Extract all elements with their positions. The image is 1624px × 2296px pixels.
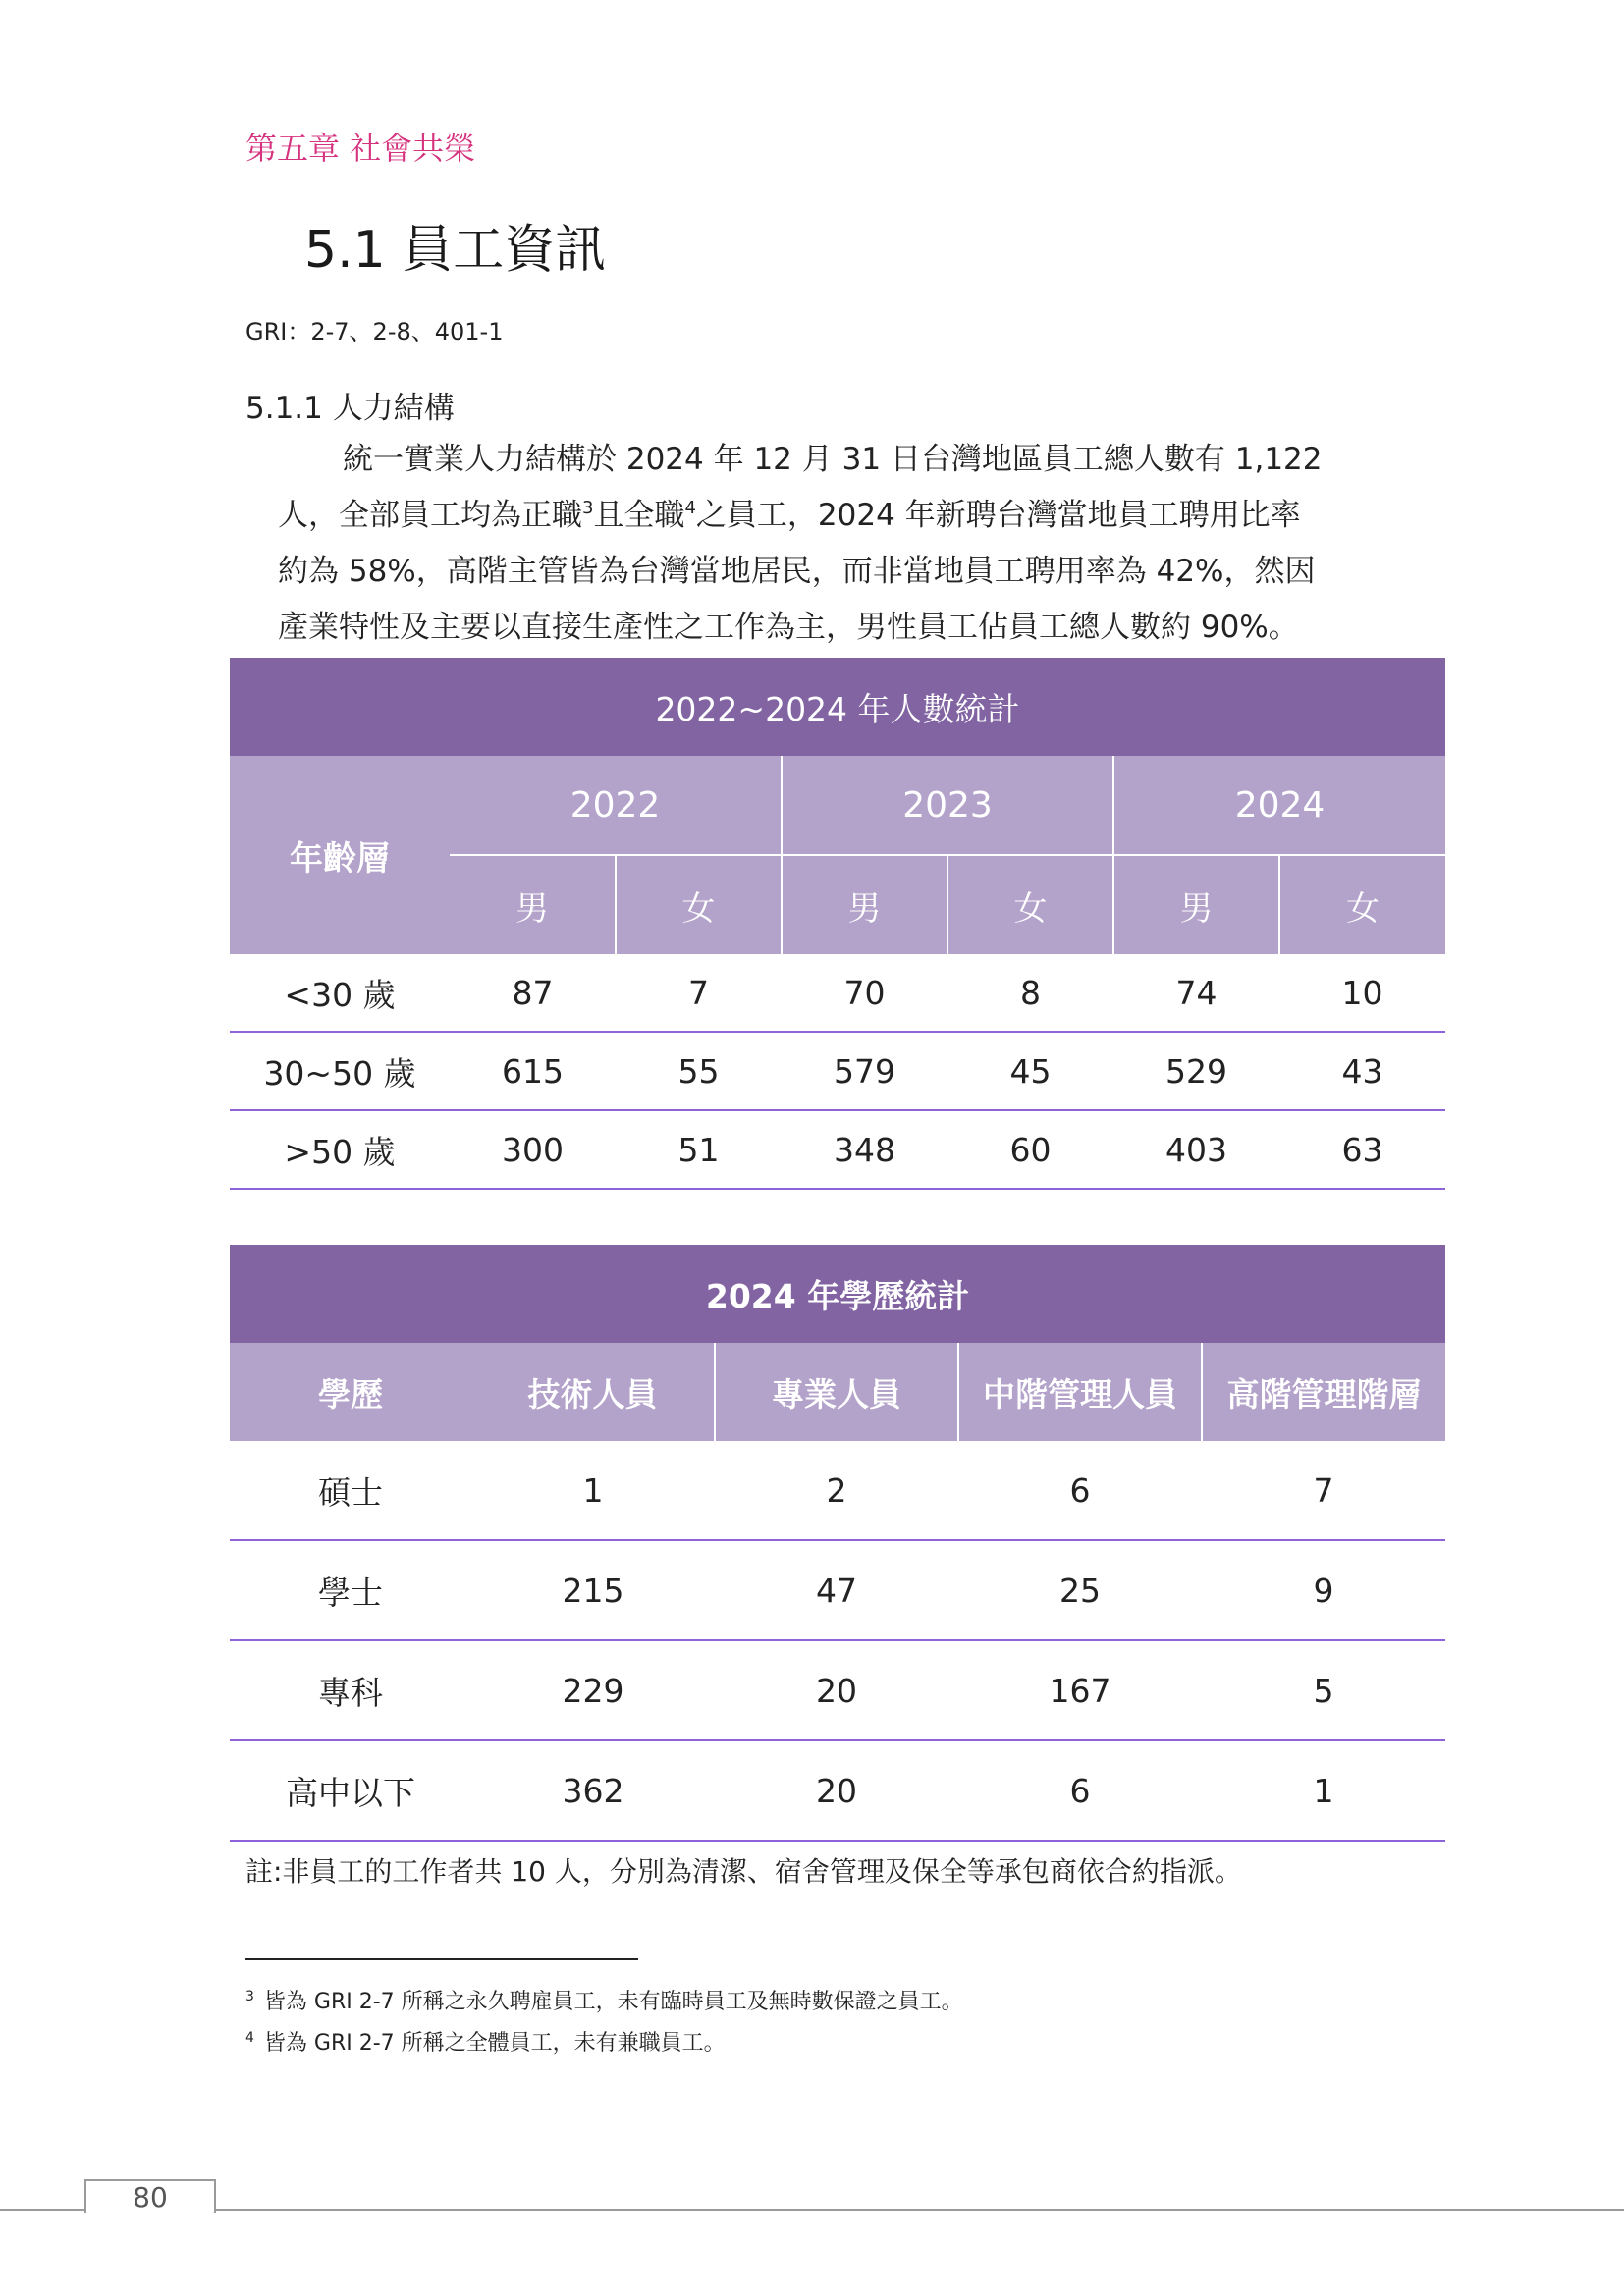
age-group-label: <30 歲 [230,954,450,1032]
table-note: 註:非員工的工作者共 10 人，分別為清潔、宿舍管理及保全等承包商依合約指派。 [245,1855,1242,1888]
table-row [230,1640,1445,1740]
table-cell: 20 [715,1740,958,1841]
table-cell: 1 [1202,1740,1445,1841]
table-cell: 229 [471,1640,715,1740]
footnote-mark: 3 [245,1989,254,2004]
gender-header-female: 女 [947,855,1113,954]
table-cell: 55 [616,1032,782,1110]
footnote-4 [245,2026,726,2056]
gender-header-male: 男 [450,855,616,954]
table-row [230,1740,1445,1841]
edu-table-header-row [230,1343,1445,1441]
table-cell: 6 [958,1441,1202,1540]
table-cell: 1 [471,1441,715,1540]
page-number: 80 [133,2181,168,2214]
table-cell: 43 [1279,1032,1445,1110]
age-group-label: 30~50 歲 [230,1032,450,1110]
table-cell: 9 [1202,1540,1445,1640]
age-table-year-row [230,756,1445,855]
age-group-header: 年齡層 [230,756,450,954]
gender-header-male: 男 [1113,855,1279,954]
footnote-divider [245,1958,638,1960]
gri-reference: GRI：2-7、2-8、401-1 [245,318,504,346]
table-cell: 529 [1113,1032,1279,1110]
intro-line-2c: 之員工，2024 年新聘台灣當地員工聘用比率 [695,498,1301,533]
table-cell: 70 [782,954,947,1032]
table-cell: 87 [450,954,616,1032]
edu-table-title: 2024 年學歷統計 [230,1245,1445,1343]
table-cell: 7 [616,954,782,1032]
table-cell: 47 [715,1540,958,1640]
intro-line-2b: 且全職 [593,498,685,533]
subsection-title: 5.1.1 人力結構 [245,391,455,426]
table-cell: 215 [471,1540,715,1640]
edu-header-professional: 專業人員 [715,1343,958,1441]
table-cell: 25 [958,1540,1202,1640]
footer-line-left [0,2209,86,2211]
table-row [230,1441,1445,1540]
degree-label: 專科 [230,1640,471,1740]
section-title: 5.1 員工資訊 [304,221,607,280]
table-cell: 63 [1279,1110,1445,1189]
year-header-2022: 2022 [450,756,782,855]
footnote-ref-4[interactable]: 4 [684,498,696,518]
table-cell: 8 [947,954,1113,1032]
table-cell: 579 [782,1032,947,1110]
edu-header-technical: 技術人員 [471,1343,715,1441]
edu-header-senior-management: 高階管理階層 [1202,1343,1445,1441]
footer-line-right [214,2209,1624,2211]
year-header-2023: 2023 [782,756,1113,855]
table-cell: 403 [1113,1110,1279,1189]
gender-header-female: 女 [616,855,782,954]
table-cell: 167 [958,1640,1202,1740]
edu-header-middle-management: 中階管理人員 [958,1343,1202,1441]
degree-label: 高中以下 [230,1740,471,1841]
age-table-title-row [230,658,1445,756]
table-cell: 362 [471,1740,715,1841]
table-row [230,1032,1445,1110]
intro-line-3: 約為 58%，高階主管皆為台灣當地居民，而非當地員工聘用率為 42%，然因 [278,554,1316,589]
table-cell: 7 [1202,1441,1445,1540]
table-cell: 74 [1113,954,1279,1032]
footnote-text: 皆為 GRI 2-7 所稱之永久聘雇員工，未有臨時員工及無時數保證之員工。 [263,1990,963,2014]
gender-header-male: 男 [782,855,947,954]
intro-line-2 [278,488,1382,544]
table-cell: 5 [1202,1640,1445,1740]
footnote-ref-3[interactable]: 3 [582,498,594,518]
year-header-2024: 2024 [1113,756,1445,855]
gender-header-female: 女 [1279,855,1445,954]
intro-paragraph [278,432,1382,656]
intro-line-2a: 人，全部員工均為正職 [278,498,582,533]
table-cell: 2 [715,1441,958,1540]
footnote-3 [245,1985,963,2015]
degree-label: 碩士 [230,1441,471,1540]
table-row [230,954,1445,1032]
edu-table-title-row [230,1245,1445,1343]
education-statistics-table [230,1245,1445,1842]
table-cell: 60 [947,1110,1113,1189]
footnote-mark: 4 [245,2030,254,2046]
table-cell: 20 [715,1640,958,1740]
age-group-label: >50 歲 [230,1110,450,1189]
chapter-label: 第五章 社會共榮 [245,130,476,167]
table-cell: 45 [947,1032,1113,1110]
table-cell: 51 [616,1110,782,1189]
edu-header-degree: 學歷 [230,1343,471,1441]
age-table-title: 2022~2024 年人數統計 [230,658,1445,756]
table-cell: 300 [450,1110,616,1189]
intro-line-4: 產業特性及主要以直接生產性之工作為主，男性員工佔員工總人數約 90%。 [278,610,1299,645]
table-cell: 615 [450,1032,616,1110]
degree-label: 學士 [230,1540,471,1640]
table-cell: 6 [958,1740,1202,1841]
table-cell: 10 [1279,954,1445,1032]
table-cell: 348 [782,1110,947,1189]
table-row [230,1110,1445,1189]
table-row [230,1540,1445,1640]
age-statistics-table [230,658,1445,1190]
footnote-text: 皆為 GRI 2-7 所稱之全體員工，未有兼職員工。 [263,2031,726,2056]
intro-line-1: 統一實業人力結構於 2024 年 12 月 31 日台灣地區員工總人數有 1,122 [343,442,1323,477]
